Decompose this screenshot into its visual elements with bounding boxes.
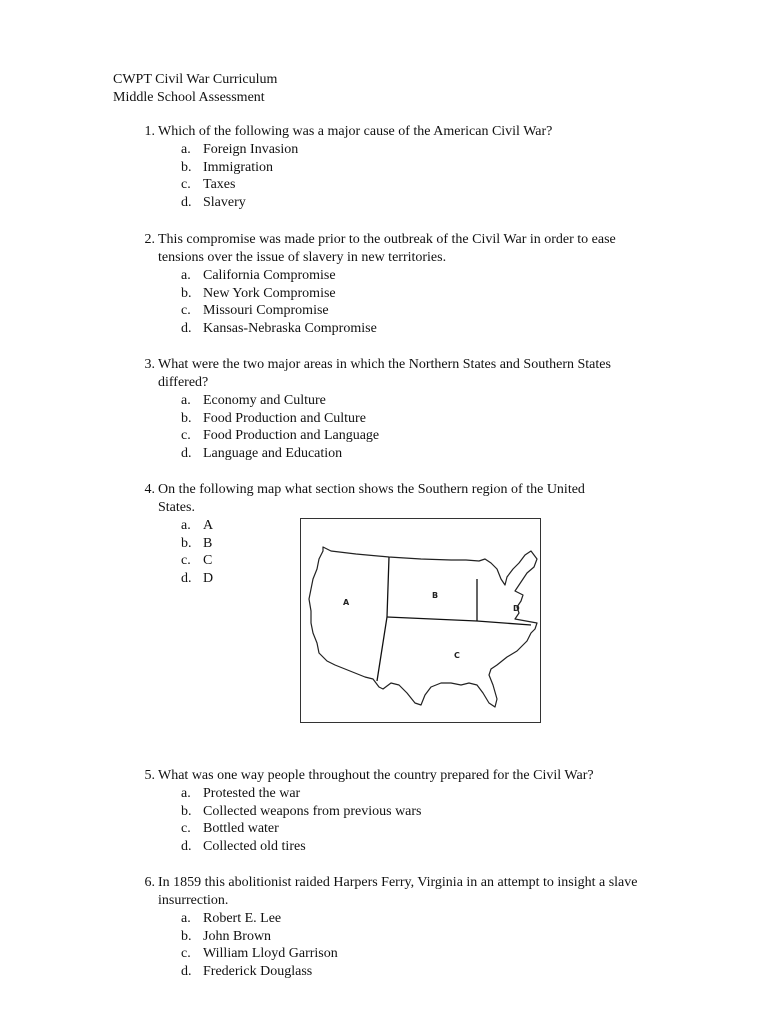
option-text: William Lloyd Garrison [203, 946, 338, 962]
question-text: This compromise was made prior to the outbreak of the Civil War in order to ease tensions over the issue of slavery in new territories. [158, 232, 616, 265]
answer-options [133, 392, 653, 462]
option-text: Immigration [203, 159, 273, 175]
option-letter: b. [181, 410, 192, 426]
option-letter: a. [181, 268, 191, 283]
option-letter: b. [181, 803, 192, 819]
answer-option[interactable] [133, 141, 653, 159]
us-outline [309, 547, 537, 707]
option-letter: d. [181, 963, 192, 979]
option-letter: d. [181, 194, 192, 210]
question-text: Which of the following was a major cause of the American Civil War? [158, 124, 553, 139]
option-letter: c. [181, 303, 191, 319]
map-label-a: A [343, 598, 350, 607]
curriculum-title: CWPT Civil War Curriculum [113, 72, 278, 87]
question-number: 2. [144, 232, 155, 247]
question-number: 1. [144, 124, 155, 139]
option-text: Bottled water [203, 821, 279, 837]
option-text: D [203, 570, 214, 586]
option-text: A [203, 518, 214, 533]
answer-option[interactable] [133, 945, 653, 963]
option-text: Language and Education [203, 445, 343, 461]
question-text: What were the two major areas in which the Northern States and Southern States differed? [158, 357, 611, 390]
answer-option[interactable] [133, 928, 653, 946]
answer-option[interactable] [133, 445, 653, 463]
question-3 [133, 356, 653, 462]
option-text: Kansas-Nebraska Compromise [203, 320, 377, 336]
option-text: Missouri Compromise [203, 303, 329, 319]
question-5 [133, 767, 653, 855]
assessment-title: Middle School Assessment [113, 90, 265, 105]
option-text: Taxes [203, 177, 236, 193]
option-text: Protested the war [203, 786, 301, 801]
answer-option[interactable] [133, 820, 653, 838]
option-text: Food Production and Culture [203, 410, 366, 426]
option-letter: c. [181, 428, 191, 444]
map-label-d: D [513, 604, 520, 613]
option-text: Collected weapons from previous wars [203, 803, 422, 819]
option-text: C [203, 553, 213, 569]
question-number: 5. [144, 768, 155, 783]
option-letter: a. [181, 786, 191, 801]
option-text: Food Production and Language [203, 428, 380, 444]
answer-options [133, 267, 653, 337]
us-map-drawing [301, 519, 540, 722]
question-2 [133, 231, 653, 337]
option-letter: a. [181, 393, 191, 408]
option-text: New York Compromise [203, 285, 336, 301]
answer-options [133, 785, 653, 855]
question-6 [133, 874, 653, 980]
option-letter: d. [181, 570, 192, 586]
option-letter: d. [181, 445, 192, 461]
answer-option[interactable] [133, 803, 653, 821]
option-letter: b. [181, 285, 192, 301]
us-regions-map [300, 518, 541, 723]
answer-option[interactable] [133, 267, 653, 285]
answer-options [133, 141, 653, 211]
answer-option[interactable] [133, 320, 653, 338]
answer-option[interactable] [133, 410, 653, 428]
answer-option[interactable] [133, 194, 653, 212]
option-text: B [203, 535, 213, 551]
question-number: 6. [144, 875, 155, 890]
map-label-b: B [432, 591, 439, 600]
option-text: John Brown [203, 928, 272, 944]
option-text: Slavery [203, 194, 246, 210]
option-letter: c. [181, 177, 191, 193]
answer-option[interactable] [133, 392, 653, 410]
question-text: On the following map what section shows the Southern region of the United States. [158, 482, 585, 515]
option-letter: b. [181, 535, 192, 551]
answer-option[interactable] [133, 963, 653, 981]
region-a-boundary [377, 557, 389, 681]
option-letter: d. [181, 838, 192, 854]
option-text: Collected old tires [203, 838, 306, 854]
answer-option[interactable] [133, 427, 653, 445]
question-1 [133, 123, 653, 211]
option-letter: a. [181, 911, 191, 926]
option-text: Robert E. Lee [203, 911, 282, 926]
option-text: Foreign Invasion [203, 142, 299, 157]
question-number: 4. [144, 482, 155, 497]
option-letter: b. [181, 159, 192, 175]
answer-options [133, 910, 653, 980]
answer-option[interactable] [133, 910, 653, 928]
question-text: In 1859 this abolitionist raided Harpers Ferry, Virginia in an attempt to insight a slave insurrection. [158, 875, 638, 908]
answer-option[interactable] [133, 838, 653, 856]
answer-option[interactable] [133, 176, 653, 194]
option-text: Frederick Douglass [203, 963, 313, 979]
answer-option[interactable] [133, 785, 653, 803]
answer-option[interactable] [133, 302, 653, 320]
option-text: California Compromise [203, 268, 336, 283]
option-letter: b. [181, 928, 192, 944]
map-label-c: C [454, 651, 460, 660]
question-number: 3. [144, 357, 155, 372]
answer-option[interactable] [133, 285, 653, 303]
option-letter: d. [181, 320, 192, 336]
option-letter: a. [181, 518, 191, 533]
option-letter: c. [181, 946, 191, 962]
option-text: Economy and Culture [203, 393, 326, 408]
option-letter: c. [181, 553, 191, 569]
answer-option[interactable] [133, 159, 653, 177]
option-letter: c. [181, 821, 191, 837]
question-text: What was one way people throughout the country prepared for the Civil War? [158, 768, 594, 783]
option-letter: a. [181, 142, 191, 157]
region-c-north-boundary [387, 617, 531, 625]
